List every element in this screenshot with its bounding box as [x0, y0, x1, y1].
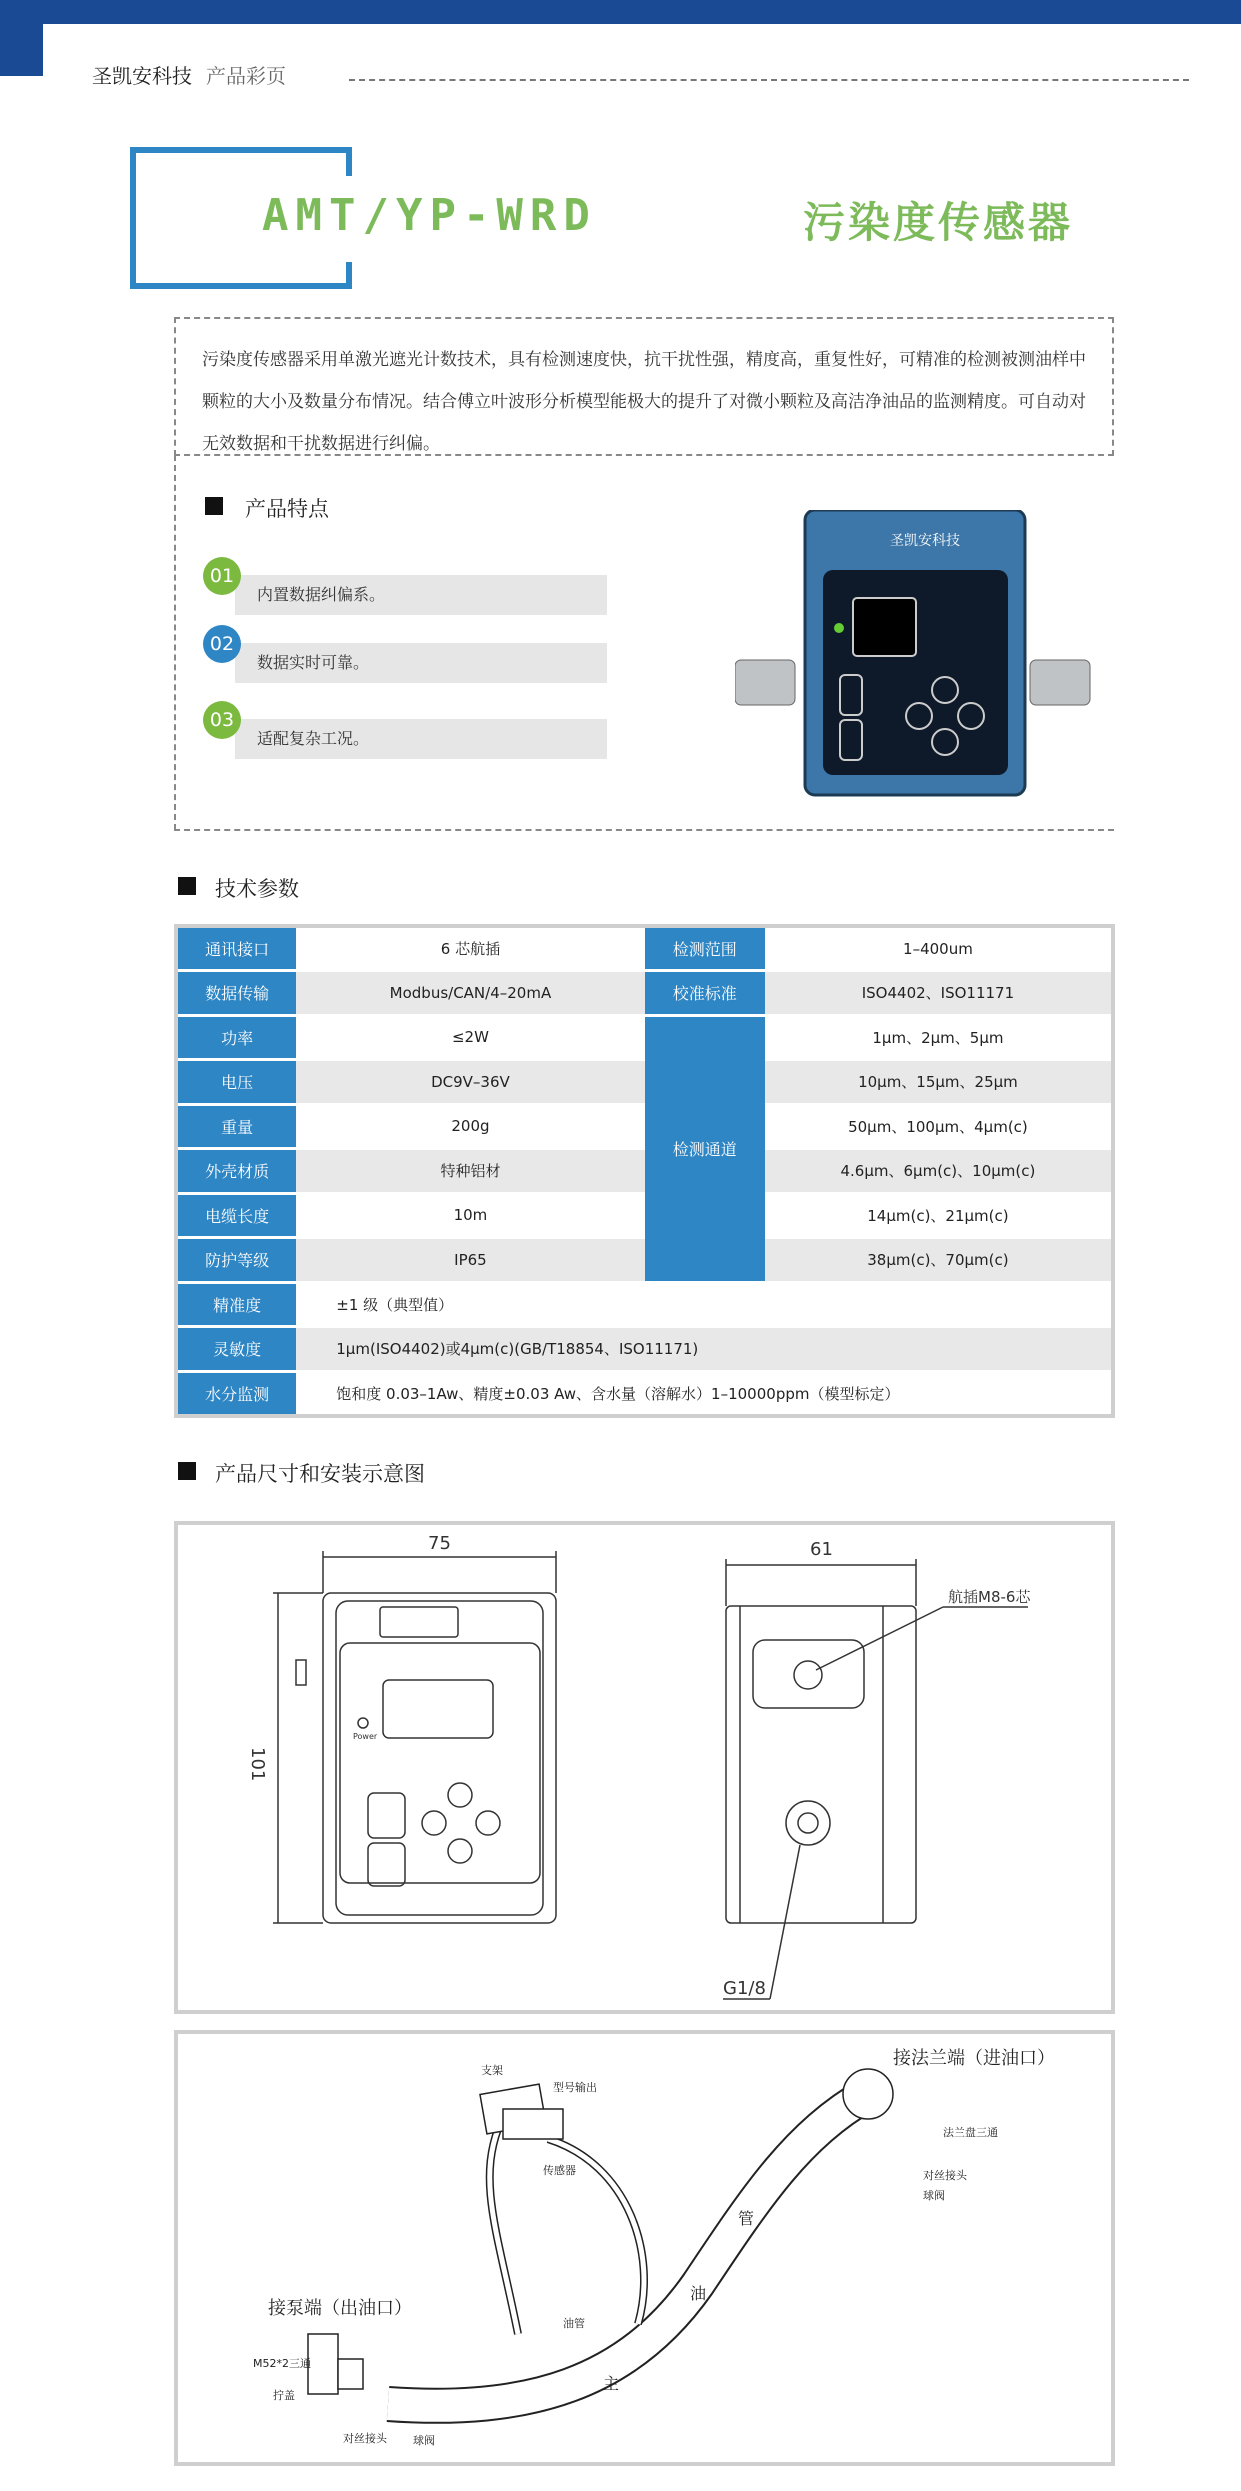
connector-label: 航插M8-6芯 — [948, 1588, 1031, 1606]
heading-marker — [205, 497, 223, 515]
inlet-label: 接法兰端（进油口） — [893, 2048, 1055, 2069]
port-label: G1/8 — [723, 1978, 766, 1999]
feature-number: 03 — [203, 701, 241, 739]
spec-value: 50μm、100μm、4μm(c) — [765, 1104, 1113, 1149]
top-banner — [0, 0, 1241, 24]
feature-item: 数据实时可靠。 — [235, 643, 607, 683]
cap-label: 拧盖 — [273, 2389, 295, 2402]
spec-label: 防护等级 — [176, 1238, 296, 1283]
device-brand: 圣凯安科技 — [890, 533, 960, 549]
section-name: 产品彩页 — [206, 64, 286, 88]
company-name: 圣凯安科技 — [92, 64, 192, 88]
feature-number: 01 — [203, 557, 241, 595]
spec-label: 检测通道 — [645, 1015, 765, 1282]
table-row — [176, 1327, 1113, 1372]
table-row — [176, 971, 1113, 1016]
width-dimension: 75 — [428, 1533, 451, 1554]
spec-value: 1–400um — [765, 926, 1113, 971]
spec-value: 10m — [296, 1193, 644, 1238]
table-row — [176, 926, 1113, 971]
power-label: Power — [353, 1732, 378, 1741]
feature-number: 02 — [203, 625, 241, 663]
spec-value: ±1 级（典型值） — [296, 1282, 1113, 1327]
spec-label: 水分监测 — [176, 1371, 296, 1416]
model-title: AMT/YP-WRD — [262, 190, 597, 241]
spec-value: ≤2W — [296, 1015, 644, 1060]
valve-label: 球阀 — [923, 2189, 945, 2202]
spec-label: 重量 — [176, 1104, 296, 1149]
spec-table — [174, 924, 1115, 1418]
output-label: 型号输出 — [553, 2081, 597, 2094]
banner-accent — [0, 0, 43, 76]
page-header — [92, 60, 286, 89]
tube-label: 油管 — [563, 2317, 585, 2330]
spec-value: 1μm(ISO4402)或4μm(c)(GB/T18854、ISO11171) — [296, 1327, 1113, 1372]
spec-value: 10μm、15μm、25μm — [765, 1060, 1113, 1105]
flange-tee-label: 法兰盘三通 — [943, 2126, 998, 2139]
spec-label: 校准标准 — [645, 971, 765, 1016]
dimensions-heading: 产品尺寸和安装示意图 — [215, 1462, 425, 1486]
table-row — [176, 1282, 1113, 1327]
spec-value: 特种铝材 — [296, 1149, 644, 1194]
hose-char: 油 — [690, 2284, 707, 2303]
coupling-label: 对丝接头 — [923, 2169, 967, 2182]
spec-value: IP65 — [296, 1238, 644, 1283]
spec-label: 精准度 — [176, 1282, 296, 1327]
height-dimension: 101 — [247, 1747, 268, 1782]
spec-label: 电缆长度 — [176, 1193, 296, 1238]
product-description: 污染度传感器采用单激光遮光计数技术，具有检测速度快，抗干扰性强，精度高，重复性好，可精准的检测被测油样中颗粒的大小及数量分布情况。结合傅立叶波形分析模型能极大的提升了对微小颗粒及高洁净油品的监测精度。可自动对无效数据和干扰数据进行纠偏。 — [174, 317, 1114, 456]
spec-value: 4.6μm、6μm(c)、10μm(c) — [765, 1149, 1113, 1194]
header-divider — [349, 79, 1189, 81]
outlet-label: 接泵端（出油口） — [268, 2298, 412, 2319]
tee-label: M52*2三通 — [253, 2357, 311, 2370]
table-row — [176, 1371, 1113, 1416]
depth-dimension: 61 — [810, 1539, 833, 1560]
features-border — [174, 455, 176, 830]
table-row — [176, 1149, 1113, 1194]
spec-label: 检测范围 — [645, 926, 765, 971]
features-border-bottom — [174, 829, 1114, 831]
spec-value: 饱和度 0.03–1Aw、精度±0.03 Aw、含水量（溶解水）1–10000ppm（模型标定） — [296, 1371, 1113, 1416]
hose-char: 管 — [738, 2209, 755, 2228]
product-title: 污染度传感器 — [803, 198, 1074, 247]
coupling-label-2: 对丝接头 — [343, 2432, 387, 2445]
bracket-label: 支架 — [481, 2064, 503, 2077]
spec-label: 外壳材质 — [176, 1149, 296, 1194]
table-row — [176, 1060, 1113, 1105]
spec-label: 功率 — [176, 1015, 296, 1060]
spec-value: 1μm、2μm、5μm — [765, 1015, 1113, 1060]
spec-value: 6 芯航插 — [296, 926, 644, 971]
table-row — [176, 1193, 1113, 1238]
specs-heading: 技术参数 — [215, 877, 299, 901]
table-row — [176, 1015, 1113, 1060]
spec-label: 灵敏度 — [176, 1327, 296, 1372]
device-photo — [735, 510, 1095, 800]
feature-item: 内置数据纠偏系。 — [235, 575, 607, 615]
spec-value: 200g — [296, 1104, 644, 1149]
spec-value: 14μm(c)、21μm(c) — [765, 1193, 1113, 1238]
spec-label: 通讯接口 — [176, 926, 296, 971]
spec-label: 电压 — [176, 1060, 296, 1105]
valve-label-2: 球阀 — [413, 2434, 435, 2447]
dimension-drawing — [174, 1521, 1115, 2014]
spec-value: DC9V–36V — [296, 1060, 644, 1105]
hose-char: 主 — [603, 2374, 620, 2393]
spec-value: 38μm(c)、70μm(c) — [765, 1238, 1113, 1283]
installation-diagram — [174, 2030, 1115, 2466]
spec-value: ISO4402、ISO11171 — [765, 971, 1113, 1016]
heading-marker — [178, 877, 196, 895]
spec-label: 数据传输 — [176, 971, 296, 1016]
feature-item: 适配复杂工况。 — [235, 719, 607, 759]
heading-marker — [178, 1462, 196, 1480]
spec-value: Modbus/CAN/4–20mA — [296, 971, 644, 1016]
table-row — [176, 1238, 1113, 1283]
features-heading: 产品特点 — [245, 497, 329, 521]
sensor-label: 传感器 — [543, 2164, 576, 2177]
table-row — [176, 1104, 1113, 1149]
